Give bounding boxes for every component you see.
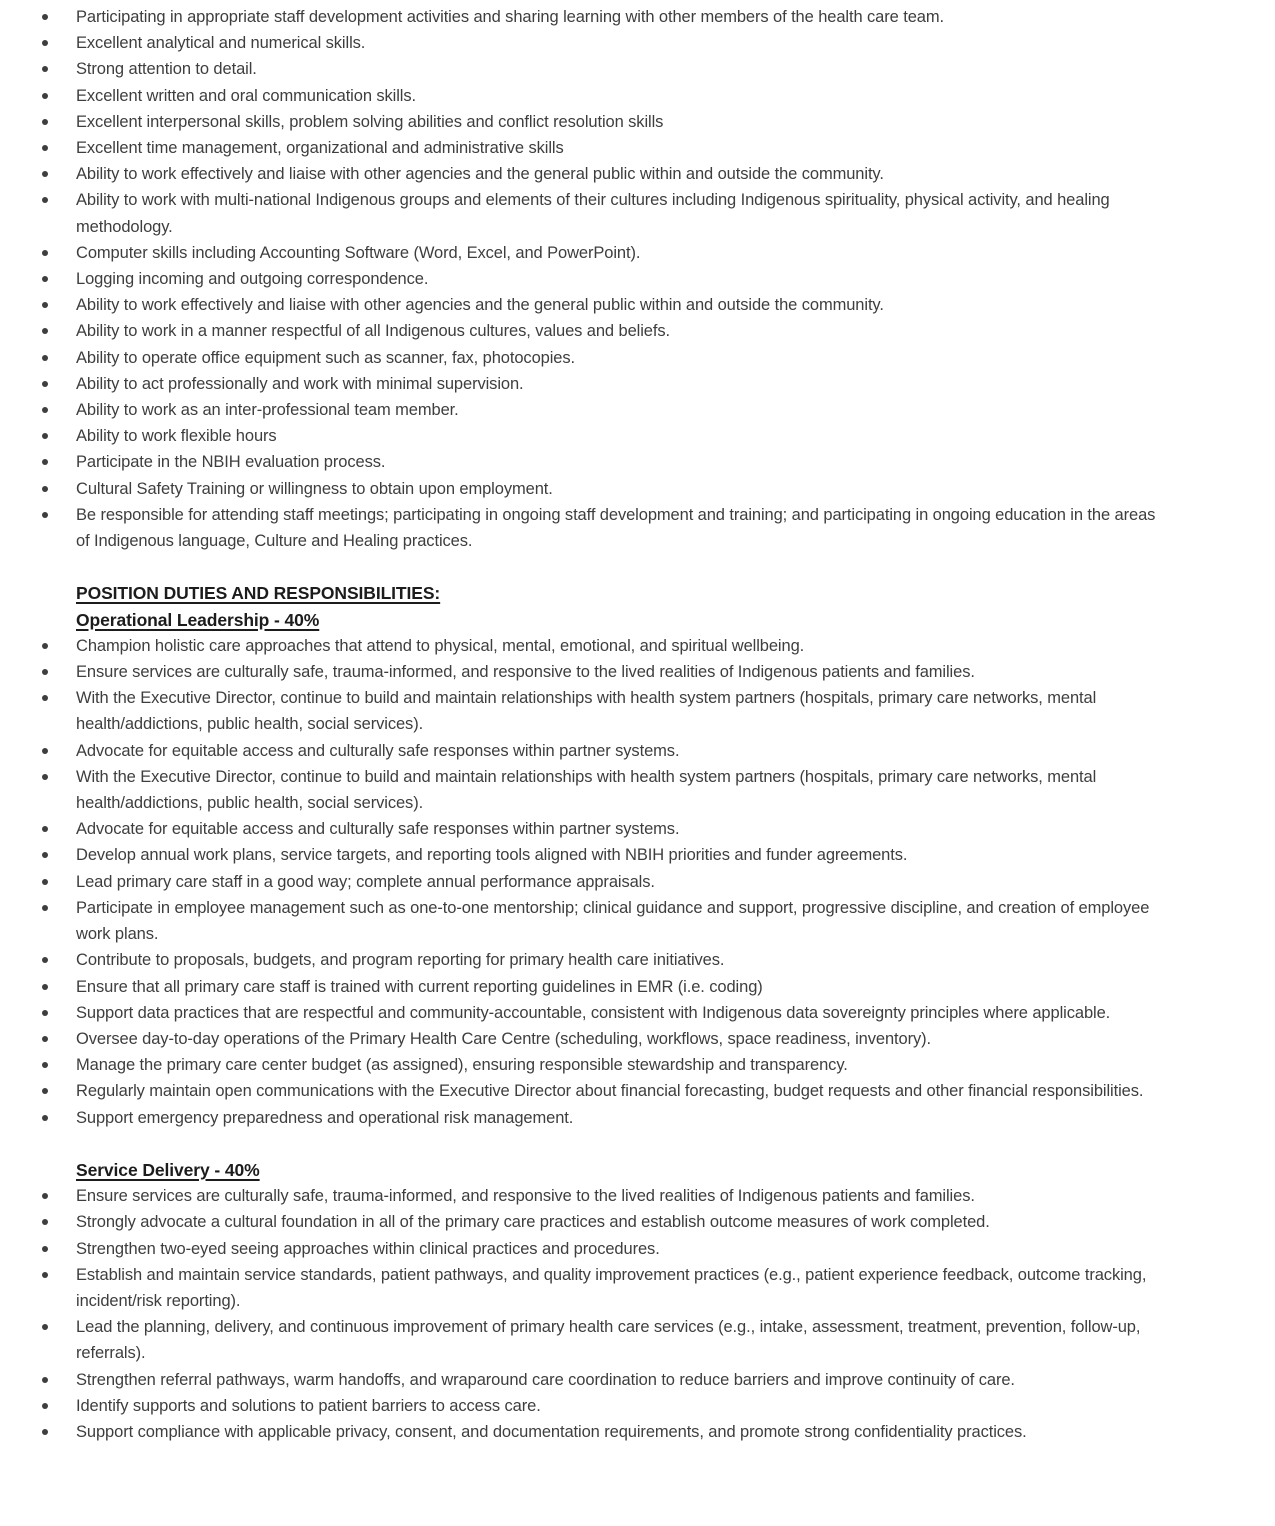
position-duties-heading: POSITION DUTIES AND RESPONSIBILITIES: <box>76 583 441 604</box>
list-item-text: Champion holistic care approaches that attend to physical, mental, emotional, and spiritual wellbeing. <box>76 636 805 655</box>
bullet-icon <box>42 328 48 334</box>
list-item-text: Excellent analytical and numerical skills. <box>76 34 366 53</box>
bullet-icon <box>42 1088 48 1094</box>
list-item-text: Lead the planning, delivery, and continuous improvement of primary health care services (e.g., intake, assessment, treatment, prevention, follow-up, referrals). <box>76 1318 1141 1363</box>
bullet-icon <box>42 355 48 361</box>
service-delivery-list <box>76 1183 1166 1445</box>
bullet-icon <box>42 512 48 518</box>
bullet-icon <box>42 119 48 125</box>
bullet-icon <box>42 669 48 675</box>
bullet-icon <box>42 14 48 20</box>
list-item <box>76 371 1166 397</box>
list-item <box>76 476 1166 502</box>
list-item-text: Regularly maintain open communications with the Executive Director about financial forecasting, budget requests and other financial responsibilities. <box>76 1082 1144 1101</box>
list-item-text: Ensure services are culturally safe, trauma-informed, and responsive to the lived realities of Indigenous patients and families. <box>76 1187 975 1206</box>
list-item-text: Support emergency preparedness and operational risk management. <box>76 1108 574 1127</box>
list-item-text: Participate in employee management such as one-to-one mentorship; clinical guidance and support, progressive discipline, and creation of employee work plans. <box>76 898 1150 944</box>
list-item <box>76 685 1166 737</box>
bullet-icon <box>42 171 48 177</box>
list-item-text: Lead primary care staff in a good way; complete annual performance appraisals. <box>76 872 655 891</box>
list-item-text: Ability to work flexible hours <box>76 427 277 446</box>
list-item <box>76 397 1166 423</box>
list-item-text: Contribute to proposals, budgets, and program reporting for primary health care initiatives. <box>76 951 725 970</box>
list-item-text: With the Executive Director, continue to build and maintain relationships with health system partners (hospitals, primary care networks, mental health/addictions, public health, social services). <box>76 689 1097 734</box>
list-item-text: Strongly advocate a cultural foundation in all of the primary care practices and establish outcome measures of work completed. <box>76 1213 990 1232</box>
list-item-text: Computer skills including Accounting Software (Word, Excel, and PowerPoint). <box>76 243 641 262</box>
list-item-text: Advocate for equitable access and culturally safe responses within partner systems. <box>76 820 680 839</box>
list-item <box>76 1393 1166 1419</box>
bullet-icon <box>42 145 48 151</box>
list-item-text: Participate in the NBIH evaluation process. <box>76 453 386 472</box>
list-item <box>76 449 1166 475</box>
list-item <box>76 1052 1166 1078</box>
list-item <box>76 1078 1166 1104</box>
service-delivery-heading: Service Delivery - 40% <box>76 1159 260 1180</box>
blank-line <box>76 554 1166 580</box>
bullet-icon <box>42 957 48 963</box>
list-item-text: With the Executive Director, continue to build and maintain relationships with health system partners (hospitals, primary care networks, mental health/addictions, public health, social services). <box>76 767 1097 813</box>
list-item <box>76 30 1166 56</box>
list-item <box>76 135 1166 161</box>
list-item <box>76 869 1166 895</box>
list-item <box>76 1236 1166 1262</box>
bullet-icon <box>42 250 48 256</box>
list-item <box>76 1026 1166 1052</box>
bullet-icon <box>42 486 48 492</box>
bullet-icon <box>42 459 48 465</box>
list-item-text: Logging incoming and outgoing correspondence. <box>76 270 429 289</box>
list-item-text: Ability to work effectively and liaise with other agencies and the general public within and outside the community. <box>76 296 884 315</box>
list-item <box>76 318 1166 344</box>
list-item-text: Cultural Safety Training or willingness to obtain upon employment. <box>76 479 553 498</box>
list-item <box>76 83 1166 109</box>
list-item <box>76 842 1166 868</box>
list-item <box>76 502 1166 554</box>
list-item-text: Be responsible for attending staff meetings; participating in ongoing staff development and training; and participating in ongoing education in the areas of Indigenous language, Culture and Healing practices. <box>76 505 1156 551</box>
list-item <box>76 1183 1166 1209</box>
list-item-text: Ability to act professionally and work with minimal supervision. <box>76 374 524 393</box>
list-item-text: Strong attention to detail. <box>76 60 257 79</box>
bullet-icon <box>42 1115 48 1121</box>
list-item <box>76 1314 1166 1366</box>
bullet-icon <box>42 984 48 990</box>
list-item <box>76 161 1166 187</box>
list-item-text: Support data practices that are respectful and community-accountable, consistent with Indigenous data sovereignty principles where applicable. <box>76 1003 1111 1022</box>
bullet-icon <box>42 695 48 701</box>
list-item-text: Develop annual work plans, service targets, and reporting tools aligned with NBIH priorities and funder agreements. <box>76 846 908 865</box>
list-item <box>76 974 1166 1000</box>
bullet-icon <box>42 197 48 203</box>
bullet-icon <box>42 826 48 832</box>
list-item-text: Advocate for equitable access and culturally safe responses within partner systems. <box>76 741 680 760</box>
list-item-text: Excellent time management, organizational and administrative skills <box>76 139 564 158</box>
list-item <box>76 895 1166 947</box>
bullet-icon <box>42 381 48 387</box>
list-item <box>76 816 1166 842</box>
list-item-text: Establish and maintain service standards, patient pathways, and quality improvement practices (e.g., patient experience feedback, outcome tracking, incident/risk reporting). <box>76 1265 1147 1310</box>
bullet-icon <box>42 276 48 282</box>
list-item <box>76 1105 1166 1131</box>
list-item <box>76 345 1166 371</box>
list-item-text: Participating in appropriate staff development activities and sharing learning with other members of the health care team. <box>76 8 944 26</box>
bullet-icon <box>42 1272 48 1278</box>
list-item <box>76 1367 1166 1393</box>
bullet-icon <box>42 852 48 858</box>
list-item <box>76 109 1166 135</box>
list-item <box>76 266 1166 292</box>
bullet-icon <box>42 302 48 308</box>
operational-leadership-list <box>76 633 1166 1131</box>
bullet-icon <box>42 1403 48 1409</box>
bullet-icon <box>42 1377 48 1383</box>
list-item-text: Oversee day-to-day operations of the Primary Health Care Centre (scheduling, workflows, space readiness, inventory). <box>76 1029 932 1048</box>
bullet-icon <box>42 1246 48 1252</box>
bullet-icon <box>42 905 48 911</box>
qualifications-list <box>76 4 1166 554</box>
list-item <box>76 1262 1166 1314</box>
list-item <box>76 738 1166 764</box>
bullet-icon <box>42 93 48 99</box>
list-item <box>76 187 1166 239</box>
bullet-icon <box>42 407 48 413</box>
list-item <box>76 4 1166 30</box>
bullet-icon <box>42 1010 48 1016</box>
list-item-text: Ability to work in a manner respectful of all Indigenous cultures, values and beliefs. <box>76 322 670 341</box>
list-item <box>76 292 1166 318</box>
bullet-icon <box>42 1429 48 1435</box>
list-item-text: Excellent interpersonal skills, problem solving abilities and conflict resolution skills <box>76 112 664 131</box>
list-item <box>76 1000 1166 1026</box>
list-item <box>76 633 1166 659</box>
list-item <box>76 56 1166 82</box>
bullet-icon <box>42 643 48 649</box>
list-item-text: Excellent written and oral communication skills. <box>76 86 417 105</box>
list-item <box>76 1209 1166 1235</box>
list-item-text: Strengthen referral pathways, warm handoffs, and wraparound care coordination to reduce barriers and improve continuity of care. <box>76 1370 1015 1389</box>
list-item-text: Ability to work as an inter-professional team member. <box>76 401 459 420</box>
bullet-icon <box>42 1062 48 1068</box>
list-item-text: Ensure services are culturally safe, trauma-informed, and responsive to the lived realities of Indigenous patients and families. <box>76 663 975 682</box>
operational-leadership-heading: Operational Leadership - 40% <box>76 609 320 630</box>
list-item <box>76 764 1166 816</box>
list-item-text: Ability to operate office equipment such as scanner, fax, photocopies. <box>76 348 576 367</box>
bullet-icon <box>42 774 48 780</box>
list-item <box>76 659 1166 685</box>
bullet-icon <box>42 748 48 754</box>
blank-line <box>76 1131 1166 1157</box>
list-item-text: Ability to work effectively and liaise with other agencies and the general public within and outside the community. <box>76 165 884 184</box>
bullet-icon <box>42 1036 48 1042</box>
list-item-text: Support compliance with applicable privacy, consent, and documentation requirements, and promote strong confidentiality practices. <box>76 1422 1027 1441</box>
list-item <box>76 423 1166 449</box>
bullet-icon <box>42 1219 48 1225</box>
bullet-icon <box>42 879 48 885</box>
bullet-icon <box>42 40 48 46</box>
list-item <box>76 947 1166 973</box>
list-item-text: Manage the primary care center budget (as assigned), ensuring responsible stewardship and transparency. <box>76 1056 848 1075</box>
list-item <box>76 240 1166 266</box>
list-item-text: Ensure that all primary care staff is trained with current reporting guidelines in EMR (i.e. coding) <box>76 977 763 996</box>
list-item-text: Identify supports and solutions to patient barriers to access care. <box>76 1396 541 1415</box>
bullet-icon <box>42 433 48 439</box>
list-item-text: Strengthen two-eyed seeing approaches within clinical practices and procedures. <box>76 1239 660 1258</box>
list-item <box>76 1419 1166 1445</box>
bullet-icon <box>42 66 48 72</box>
bullet-icon <box>42 1324 48 1330</box>
list-item-text: Ability to work with multi-national Indigenous groups and elements of their cultures including Indigenous spirituality, physical activity, and healing methodology. <box>76 191 1110 236</box>
bullet-icon <box>42 1193 48 1199</box>
